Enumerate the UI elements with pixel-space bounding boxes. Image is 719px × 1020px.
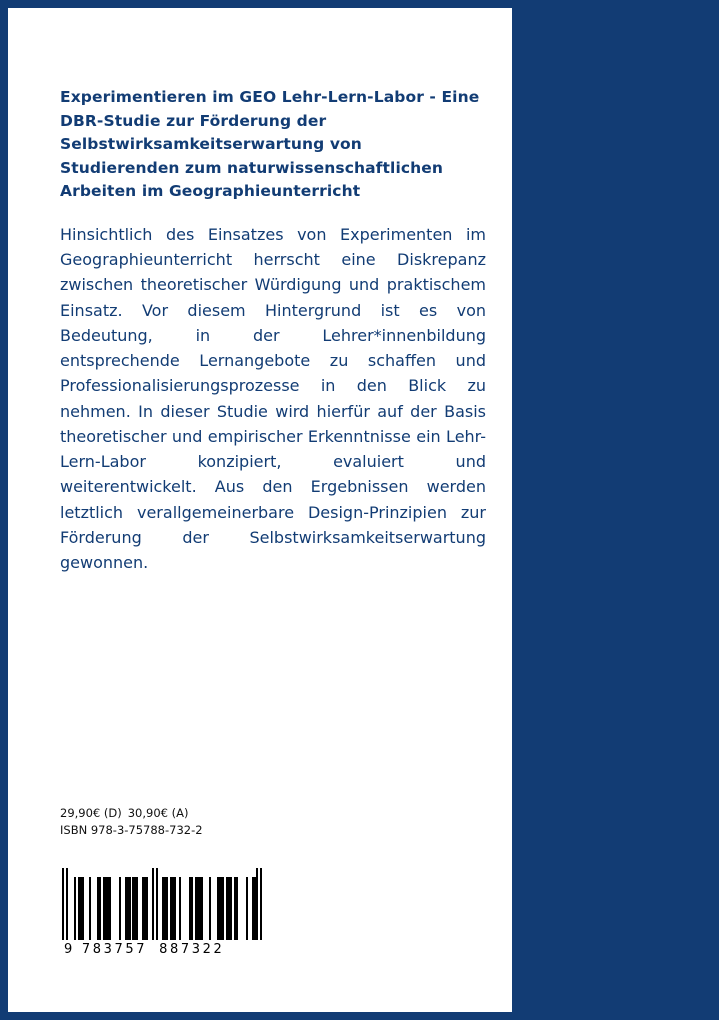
price-and-isbn-block [60, 805, 460, 838]
price-line [60, 805, 460, 822]
barcode-block [62, 868, 262, 957]
barcode-digit-group-2: 887322 [159, 942, 225, 957]
barcode-image [62, 868, 262, 940]
book-title: Experimentieren im GEO Lehr-Lern-Labor - Eine DBR-Studie zur Förderung der Selbstwirksamkeitserwartung von Studierenden zum naturwissenschaftlichen Arbeiten im Geographieunterricht [60, 88, 480, 201]
price-germany: 29,90€ (D) [60, 806, 122, 820]
price-austria: 30,90€ (A) [127, 806, 189, 820]
barcode-lead-digit: 9 [64, 942, 75, 957]
cover-spine-band [512, 0, 719, 1020]
cover-frame-left [0, 0, 8, 1020]
book-blurb: Hinsichtlich des Einsatzes von Experimenten im Geographieunterricht herrscht eine Diskrepanz zwischen theoretischer Würdigung und praktischem Einsatz. Vor diesem Hintergrund ist es von Bedeutung, in der Lehrer*innenbildung entsprechende Lernangebote zu schaffen und Professionalisierungsprozesse in den Blick zu nehmen. In dieser Studie wird hierfür auf der Basis theoretischer und empirischer Erkenntnisse ein Lehr-Lern-Labor konzipiert, evaluiert und weiterentwickelt. Aus den Ergebnissen werden letztlich verallgemeinerbare Design-Prinzipien zur Förderung der Selbstwirksamkeitserwartung gewonnen. [60, 224, 486, 573]
cover-text-block [60, 86, 486, 575]
barcode-digit-group-1: 783757 [81, 942, 148, 957]
barcode-digits [62, 942, 262, 957]
cover-frame-top [0, 0, 512, 8]
isbn-text: ISBN 978-3-75788-732-2 [60, 822, 203, 837]
cover-frame-bottom [0, 1012, 512, 1020]
